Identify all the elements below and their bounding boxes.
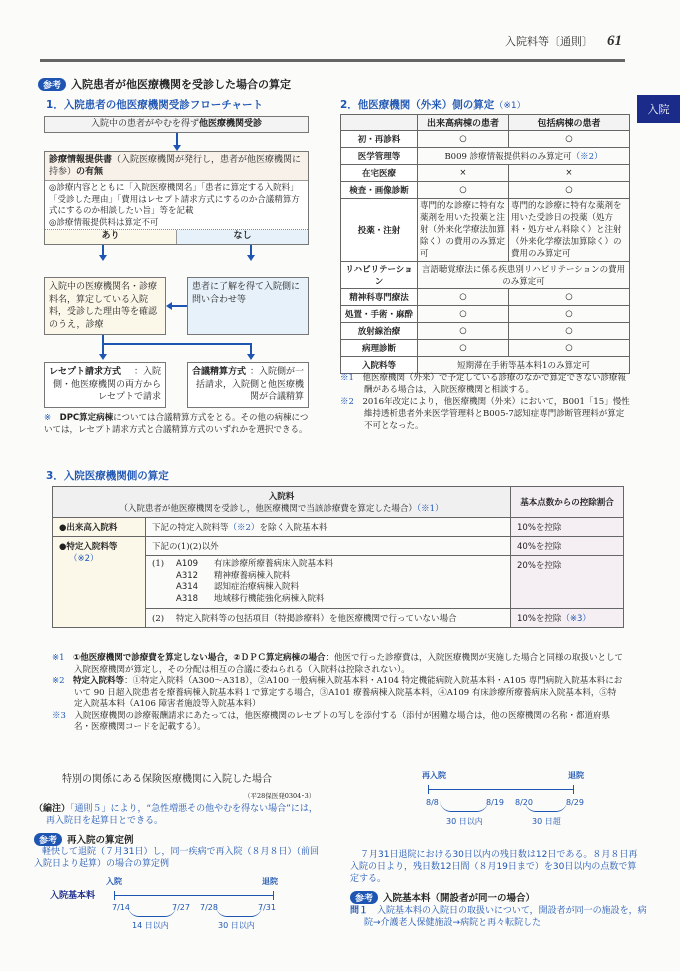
row-label: 病理診断 bbox=[341, 340, 418, 357]
item-name: 地域移行機能強化病棟入院料 bbox=[214, 593, 325, 604]
span-label: 30 日以内 bbox=[446, 817, 483, 826]
outpatient-heading-note: （※1） bbox=[494, 101, 526, 111]
rate-text: 10%を控除 bbox=[517, 614, 562, 624]
date-label: 7/27 bbox=[172, 903, 190, 912]
item-prefix: (2) bbox=[152, 614, 165, 624]
arrow-split bbox=[102, 335, 104, 355]
editor-note-text: 「通則５」により，“急性増悪その他やむを得ない場合”には，再入院日を起算日とできる。 bbox=[46, 804, 318, 826]
rate-note: （※3） bbox=[561, 614, 591, 624]
header-fee bbox=[53, 487, 511, 518]
referral-text: （入院医療機関が発行し，患者が他医療機関に持参） bbox=[49, 155, 302, 177]
row-label: ●出来高入院料 bbox=[53, 518, 146, 537]
inpatient-heading: 3．入院医療機関側の算定 bbox=[46, 470, 169, 482]
arrow-branch bbox=[102, 343, 252, 345]
merged-cell bbox=[418, 148, 630, 165]
span-arc bbox=[525, 801, 567, 812]
receipt-method-title: レセプト請求方式 bbox=[49, 367, 122, 377]
span-arc bbox=[128, 906, 176, 917]
table-row bbox=[341, 165, 630, 182]
reference-badge: 参考 bbox=[38, 78, 66, 91]
table-header-row bbox=[341, 115, 630, 131]
same-founder-heading bbox=[350, 890, 535, 904]
row-label: 精神科専門療法 bbox=[341, 289, 418, 306]
readmit-title: 再入院の算定例 bbox=[67, 835, 134, 846]
side-index-tab: 入院 bbox=[637, 95, 680, 123]
same-founder-question bbox=[350, 905, 652, 929]
referral-note-1: ◎診療内容とともに「入院医療機関名」「患者に算定する入院料」「受診した理由」「費用はレセプト請求方式にするのか合議精算方式にするのか相談したい旨」等を記載 bbox=[49, 183, 300, 216]
cell: ○ bbox=[418, 182, 509, 199]
item-name: 精神療養病棟入院料 bbox=[214, 570, 291, 581]
table-header-row bbox=[53, 487, 624, 518]
referral-note-2: ◎診療情報提供料は算定不可 bbox=[49, 217, 159, 228]
date-label: 7/14 bbox=[112, 903, 130, 912]
span-label: 30 日超 bbox=[532, 817, 561, 826]
cell: ○ bbox=[508, 289, 629, 306]
referral-bold: 診療情報提供書 bbox=[49, 155, 113, 165]
table-row bbox=[341, 289, 630, 306]
table-row bbox=[341, 340, 630, 357]
header-bundled: 包括病棟の患者 bbox=[508, 115, 629, 131]
desc-text: 下記の特定入院料等 bbox=[152, 523, 229, 533]
merged-text: B009 診療情報提供料のみ算定可 bbox=[444, 152, 572, 162]
deduction-rate: 10%を控除 bbox=[511, 518, 624, 537]
span-arc bbox=[440, 801, 488, 812]
note-mark: ※1 bbox=[52, 653, 65, 663]
date-label: 8/20 bbox=[515, 798, 533, 807]
row-label: 医学管理等 bbox=[341, 148, 418, 165]
receipt-method-text: ：入院側・他医療機関の両方からレセプトで請求 bbox=[52, 367, 161, 402]
main-title bbox=[38, 76, 291, 92]
table-row bbox=[53, 537, 624, 556]
row-label: リハビリテーション bbox=[341, 262, 418, 289]
item-code: A318 bbox=[176, 593, 199, 604]
date-label: 8/8 bbox=[426, 798, 439, 807]
timeline-tick bbox=[273, 891, 274, 900]
no-action-box: 患者に了解を得て入院側に問い合わせ等 bbox=[187, 277, 309, 335]
row-label: 入院料等 bbox=[341, 357, 418, 374]
header-fee-title: 入院料 bbox=[268, 492, 295, 502]
header-fee-for-service: 出来高病棟の患者 bbox=[418, 115, 509, 131]
note-bold: 特定入院料等 bbox=[73, 676, 125, 686]
reference-badge: 参考 bbox=[350, 891, 378, 904]
row-desc bbox=[146, 556, 511, 609]
readmit-desc: 軽快して退院（７月31日）し，同一疾病で再入院（８月８日）（前回入院日より起算）の場合の算定例 bbox=[34, 847, 319, 869]
arrowhead-left bbox=[166, 302, 172, 310]
list-item bbox=[176, 582, 333, 594]
cell: ○ bbox=[508, 131, 629, 148]
no-label: なし bbox=[177, 230, 308, 244]
inpatient-notes bbox=[52, 653, 624, 734]
page-number: 61 bbox=[607, 33, 622, 49]
outpatient-heading-text: 2．他医療機関（外来）側の算定 bbox=[340, 99, 495, 111]
main-title-text: 入院患者が他医療機関を受診した場合の算定 bbox=[71, 78, 292, 91]
desc-text: 特定入院料等の包括項目（特掲診療料）を他医療機関で行っていない場合 bbox=[176, 614, 457, 624]
item-name: 有床診療所療養病床入院基本料 bbox=[214, 559, 334, 569]
item-code: A314 bbox=[176, 582, 199, 592]
item-code: A109 bbox=[176, 559, 199, 569]
arrowhead bbox=[247, 255, 255, 261]
inpatient-table bbox=[52, 486, 624, 628]
joint-settlement-box bbox=[187, 362, 309, 408]
cell: ○ bbox=[418, 289, 509, 306]
question-label: 問１ bbox=[350, 906, 369, 916]
reference-badge: 参考 bbox=[34, 833, 62, 846]
note-mark: ※ bbox=[44, 413, 52, 423]
date-label: 7/28 bbox=[200, 903, 218, 912]
arrowhead bbox=[247, 354, 255, 360]
flow-start-text: 入院中の患者がやむを得ず bbox=[90, 119, 199, 129]
row-label: 初・再診料 bbox=[341, 131, 418, 148]
header-rule bbox=[40, 59, 625, 62]
desc-tail: を除く入院基本料 bbox=[259, 523, 328, 533]
outpatient-note-2 bbox=[340, 396, 630, 432]
readmission-label: 再入院 bbox=[422, 771, 446, 780]
note-mark: ※2 bbox=[52, 676, 65, 686]
timeline-readmission bbox=[420, 770, 640, 840]
editor-note bbox=[34, 803, 326, 827]
special-title: 特別の関係にある保険医療機関に入院した場合 bbox=[62, 774, 272, 785]
cell: ○ bbox=[418, 306, 509, 323]
span-label: 14 日以内 bbox=[132, 921, 169, 930]
discharge-label: 退院 bbox=[262, 877, 278, 886]
header-empty bbox=[341, 115, 418, 131]
joint-settlement-text: ：入院側が一括請求，入院側と他医療機関が合議精算 bbox=[195, 367, 304, 402]
referral-presence: の有無 bbox=[76, 167, 104, 177]
flowchart-heading: 1．入院患者の他医療機関受診フローチャート bbox=[46, 99, 263, 111]
question-text: 入院基本料の入院日の取扱いについて，開設者が同一の施設を，病院→介護老人保健施設→病院と再々転院した bbox=[364, 906, 647, 928]
deduction-rate: 40%を控除 bbox=[511, 537, 624, 556]
outpatient-table bbox=[340, 114, 630, 374]
timeline-bar bbox=[114, 895, 274, 896]
inpatient-note-3 bbox=[52, 711, 624, 734]
list-item bbox=[176, 594, 333, 606]
date-label: 8/29 bbox=[566, 798, 584, 807]
running-header bbox=[505, 33, 622, 50]
cell: ○ bbox=[508, 323, 629, 340]
table-row bbox=[341, 131, 630, 148]
header-fee-note: （※1） bbox=[416, 504, 444, 514]
timeline-tick bbox=[573, 785, 574, 794]
row-label: 在宅医療 bbox=[341, 165, 418, 182]
cell: 専門的な診療に特有な薬剤を用いた受診日の投薬（処方料・処方せん料除く）と注射（外来化学療法加算除く）の費用のみ算定可 bbox=[508, 199, 629, 262]
discharge-label: 退院 bbox=[568, 771, 584, 780]
note-bold: DPC算定病棟 bbox=[59, 413, 114, 423]
row-label-text: ●特定入院料等 bbox=[59, 542, 118, 552]
merged-note: （※2） bbox=[571, 152, 603, 162]
row-label: 検査・画像診断 bbox=[341, 182, 418, 199]
inpatient-note-1 bbox=[52, 653, 624, 676]
timeline-tick bbox=[428, 785, 429, 794]
cell: ○ bbox=[508, 306, 629, 323]
receipt-method-box bbox=[44, 362, 166, 408]
cell: × bbox=[508, 165, 629, 182]
timeline-tick bbox=[114, 891, 115, 900]
cell: × bbox=[418, 165, 509, 182]
arrowhead bbox=[99, 255, 107, 261]
readmit-explanation: ７月31日退院における30日以内の残日数は12日である。８月８日再入院の日より，残日数12日間（８月19日まで）を30日以内の点数で算定する。 bbox=[350, 850, 638, 884]
note-mark: ※1 bbox=[340, 373, 354, 383]
merged-cell: 言語聴覚療法に係る疾患別リハビリテーションの費用のみ算定可 bbox=[418, 262, 630, 289]
referral-document-box bbox=[44, 151, 309, 245]
section-name: 入院料等〔通則〕 bbox=[505, 35, 593, 48]
item-prefix: (1) bbox=[152, 559, 165, 569]
admission-label: 入院 bbox=[106, 877, 122, 886]
referral-title bbox=[45, 152, 308, 181]
yes-label: あり bbox=[45, 230, 177, 244]
row-label: 放射線治療 bbox=[341, 323, 418, 340]
row-label: 処置・手術・麻酔 bbox=[341, 306, 418, 323]
item-code: A312 bbox=[176, 570, 199, 581]
outpatient-notes bbox=[340, 372, 630, 432]
row-desc bbox=[146, 609, 511, 628]
cell: ○ bbox=[418, 323, 509, 340]
row-label bbox=[53, 537, 146, 628]
timeline-bar bbox=[428, 789, 574, 790]
editor-note-label: （編注） bbox=[34, 804, 71, 814]
special-ref: （平28保医発0304･3） bbox=[244, 792, 316, 800]
deduction-rate bbox=[511, 609, 624, 628]
note-text: については合議精算方式をとる。その他の病棟については，レセプト請求方式と合議精算方式のいずれかを選択できる。 bbox=[44, 413, 309, 435]
cell: ○ bbox=[418, 340, 509, 357]
header-deduction: 基本点数からの控除割合 bbox=[511, 487, 624, 518]
span-arc bbox=[216, 906, 262, 917]
item-name: 認知症治療病棟入院料 bbox=[214, 582, 300, 592]
joint-settlement-title: 合議精算方式 bbox=[192, 367, 247, 377]
note-text: ：他医で行った診療費は，入院医療機関が実施した場合と同様の取扱いとして入院医療機関が算定し，その分配は相互の合議に委ねられる（入院料は控除されない）。 bbox=[74, 653, 623, 675]
table-row bbox=[341, 306, 630, 323]
note-mark: ※2 bbox=[340, 397, 354, 407]
outpatient-note-1 bbox=[340, 372, 630, 396]
row-desc: 下記の(1)(2)以外 bbox=[146, 537, 511, 556]
cell: 専門的な診療に特有な薬剤を用いた投薬と注射（外来化学療法加算除く）の費用のみ算定可 bbox=[418, 199, 509, 262]
note-text: 2016年改定により，他医療機関（外来）において，B001「15」慢性維持透析患者外来医学管理料とB005-7認知症専門診断管理料が算定不可となった。 bbox=[362, 397, 630, 431]
date-label: 8/19 bbox=[486, 798, 504, 807]
date-label: 7/31 bbox=[258, 903, 276, 912]
table-row bbox=[341, 323, 630, 340]
merged-cell: 短期滞在手術等基本料1のみ算定可 bbox=[418, 357, 630, 374]
arrow-left bbox=[172, 305, 187, 307]
list-item bbox=[176, 571, 333, 583]
outpatient-heading bbox=[340, 97, 526, 112]
cell: ○ bbox=[508, 182, 629, 199]
desc-note: （※2） bbox=[228, 523, 260, 533]
row-label: 入院基本料 bbox=[50, 891, 96, 901]
table-row bbox=[341, 148, 630, 165]
flowchart-note bbox=[44, 412, 312, 436]
deduction-rate: 20%を控除 bbox=[511, 556, 624, 609]
note-text: 入院医療機関の診療報酬請求にあたっては，他医療機関のレセプトの写しを添付する（添付が困難な場合は，他の医療機関の名称・都道府県名・医療機関コードを記載する）。 bbox=[74, 710, 610, 732]
timeline-first-stay bbox=[30, 876, 330, 946]
table-row bbox=[341, 357, 630, 374]
table-row bbox=[341, 199, 630, 262]
flow-start-box bbox=[44, 116, 309, 133]
inpatient-note-2 bbox=[52, 676, 624, 711]
flow-start-bold: 他医療機関受診 bbox=[199, 119, 263, 129]
note-text: ：①特定入院料（A300～A318），②A100 一般病棟入院基本料・A104 特定機能病院入院基本料・A105 専門病院入院基本料において 90 日超入院患者を療養病棟入院基本料１で算定する場合，③A101 療養病棟入院基本料，④A109 有床診療所療養病床入院基本料，⑤特定入院基本料（A106 障害者施設等入院基本料） bbox=[74, 676, 623, 709]
cell: ○ bbox=[508, 340, 629, 357]
yes-action-box: 入院中の医療機関名・診療料名，算定している入院料，受診した理由等を確認のうえ，診療 bbox=[44, 277, 166, 335]
header-fee-sub: （入院患者が他医療機関を受診し，他医療機関で当該診療費を算定した場合） bbox=[119, 504, 417, 514]
table-row bbox=[341, 182, 630, 199]
row-label: 投薬・注射 bbox=[341, 199, 418, 262]
note-bold: ①他医療機関で診療費を算定しない場合，②ＤＰＣ算定病棟の場合 bbox=[73, 653, 326, 663]
arrowhead bbox=[99, 354, 107, 360]
table-row bbox=[341, 262, 630, 289]
readmit-heading bbox=[34, 832, 134, 846]
list-item bbox=[176, 559, 333, 571]
row-desc bbox=[146, 518, 511, 537]
cell: ○ bbox=[418, 131, 509, 148]
same-founder-title: 入院基本料（開設者が同一の場合） bbox=[383, 893, 536, 904]
note-text: 他医療機関（外来）で予定している診療のなかで算定できない診療報酬がある場合は，入院医療機関と相談する。 bbox=[362, 373, 626, 395]
row-label-note: （※2） bbox=[69, 554, 99, 564]
note-mark: ※3 bbox=[52, 710, 66, 721]
table-row bbox=[53, 518, 624, 537]
span-label: 30 日以内 bbox=[218, 921, 255, 930]
